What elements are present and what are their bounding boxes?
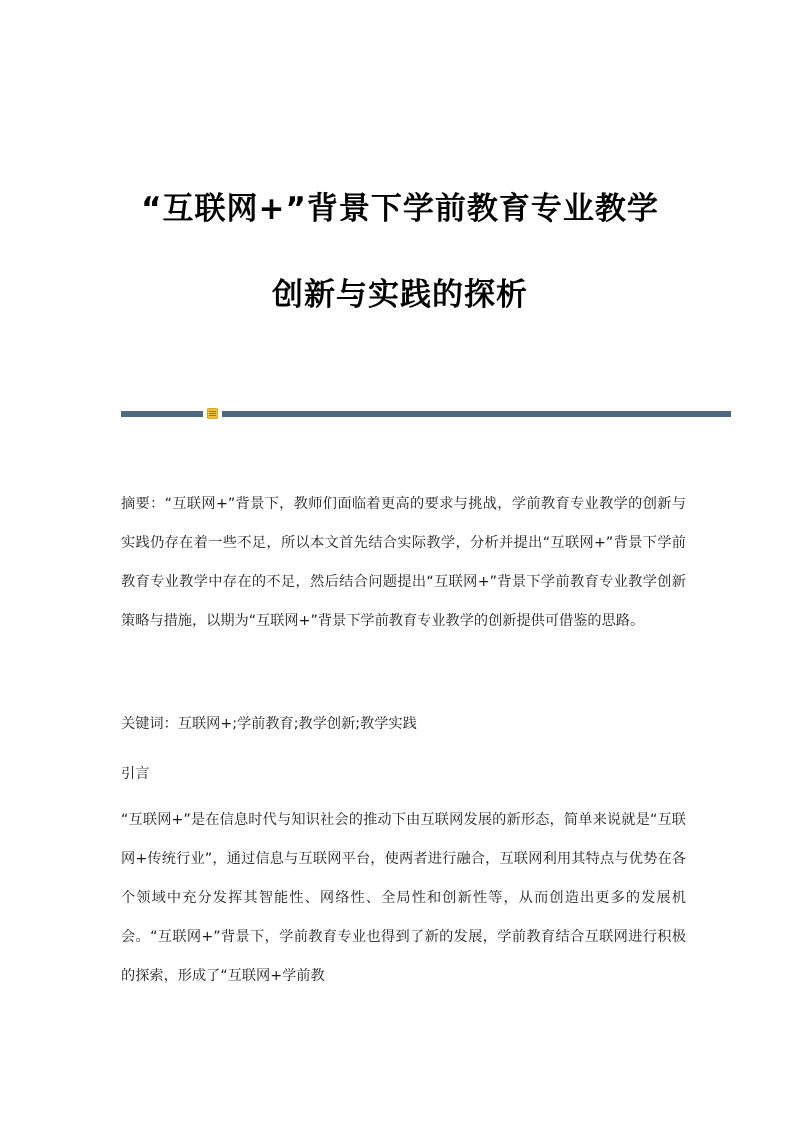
document-title-line-2: 创新与实践的探析 <box>272 277 528 313</box>
keywords-paragraph: 关键词：互联网+;学前教育;教学创新;教学实践 <box>121 716 417 732</box>
abstract-paragraph: 摘要：“互联网+”背景下，教师们面临着更高的要求与挑战，学前教育专业教学的创新与实践仍存在着一些不足，所以本文首先结合实际教学，分析并提出“互联网+”背景下学前教育专业教学中存在的不足，然后结合问题提出“互联网+”背景下学前教育专业教学创新策略与措施，以期为“互联网+”背景下学前教育专业教学的创新提供可借鉴的思路。 <box>121 496 686 629</box>
document-stack-icon <box>207 408 218 419</box>
introduction-heading: 引言 <box>121 766 150 782</box>
introduction-paragraph: “互联网+”是在信息时代与知识社会的推动下由互联网发展的新形态，简单来说就是“互联网+传统行业”，通过信息与互联网平台，使两者进行融合，互联网利用其特点与优势在各个领域中充分发挥其智能性、网络性、全局性和创新性等，从而创造出更多的发展机会。“互联网+”背景下，学前教育专业也得到了新的发展，学前教育结合互联网进行积极的探索，形成了“互联网+学前教 <box>121 812 686 984</box>
divider-bar-left <box>121 411 203 417</box>
title-divider <box>0 408 800 420</box>
divider-bar-right <box>222 411 731 417</box>
document-title-line-1: “互联网+”背景下学前教育专业教学 <box>141 191 659 227</box>
